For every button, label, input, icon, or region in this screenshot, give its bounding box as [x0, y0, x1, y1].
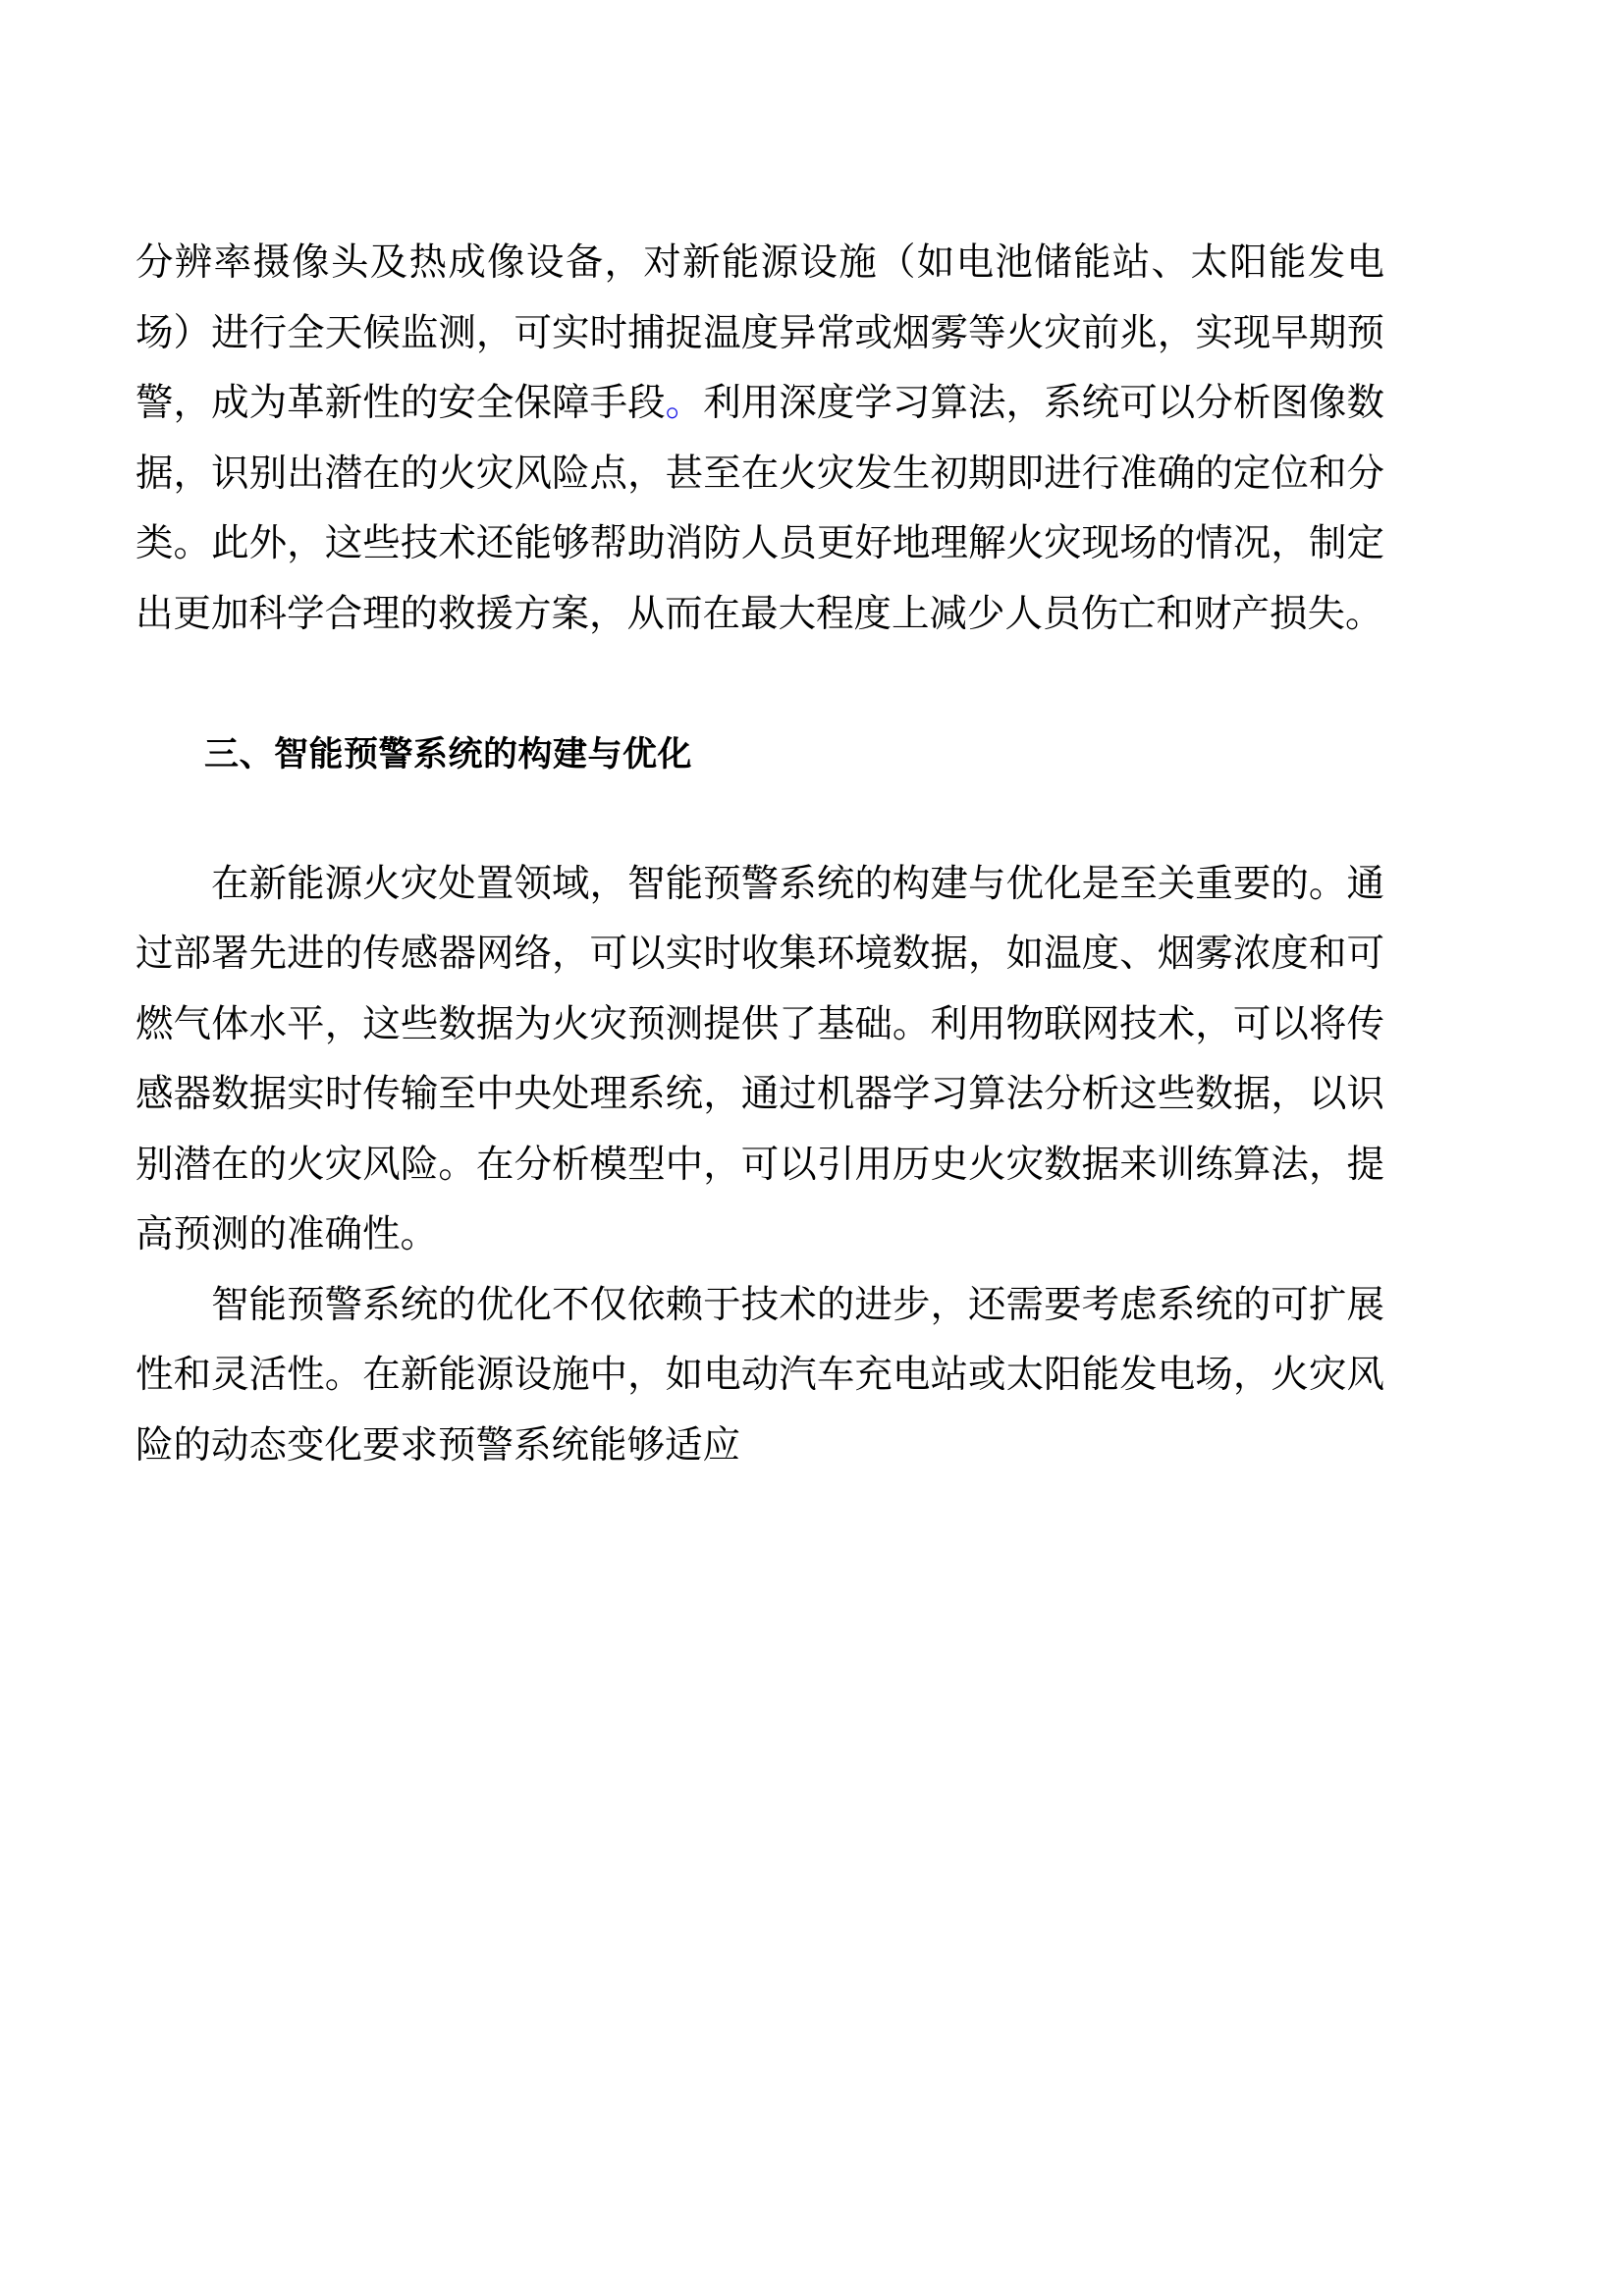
paragraph-system-optimization: 智能预警系统的优化不仅依赖于技术的进步，还需要考虑系统的可扩展性和灵活性。在新能源设施中，如电动汽车充电站或太阳能发电场，火灾风险的动态变化要求预警系统能够适应 — [135, 1283, 1384, 1467]
paragraph-intelligent-warning-system: 在新能源火灾处置领域，智能预警系统的构建与优化是至关重要的。通过部署先进的传感器网络，可以实时收集环境数据，如温度、烟雾浓度和可燃气体水平，这些数据为火灾预测提供了基础。利用物联网技术，可以将传感器数据实时传输至中央处理系统，通过机器学习算法分析这些数据，以识别潜在的火灾风险。在分析模型中，可以引用历史火灾数据来训练算法，提高预测的准确性。 — [135, 862, 1384, 1255]
section-heading-three: 三、智能预警系统的构建与优化 — [204, 735, 693, 774]
spacer-after-heading — [135, 790, 1384, 849]
paragraph-continued-from-previous-page — [135, 228, 1384, 649]
blue-full-stop-punctuation: 。 — [665, 382, 704, 424]
paragraph-text-segment-after-accent: 利用深度学习算法，系统可以分析图像数据，识别出潜在的火灾风险点，甚至在火灾发生初期即进行准确的定位和分类。此外，这些技术还能够帮助消防人员更好地理解火灾现场的情况，制定出更加科学合理的救援方案，从而在最大程度上减少人员伤亡和财产损失。 — [135, 382, 1384, 635]
paragraph-text-segment-before-accent: 分辨率摄像头及热成像设备，对新能源设施（如电池储能站、太阳能发电场）进行全天候监测，可实时捕捉温度异常或烟雾等火灾前兆，实现早期预警，成为革新性的安全保障手段 — [135, 241, 1384, 424]
spacer-before-heading — [135, 649, 1384, 720]
page-content-column — [135, 228, 1384, 1480]
